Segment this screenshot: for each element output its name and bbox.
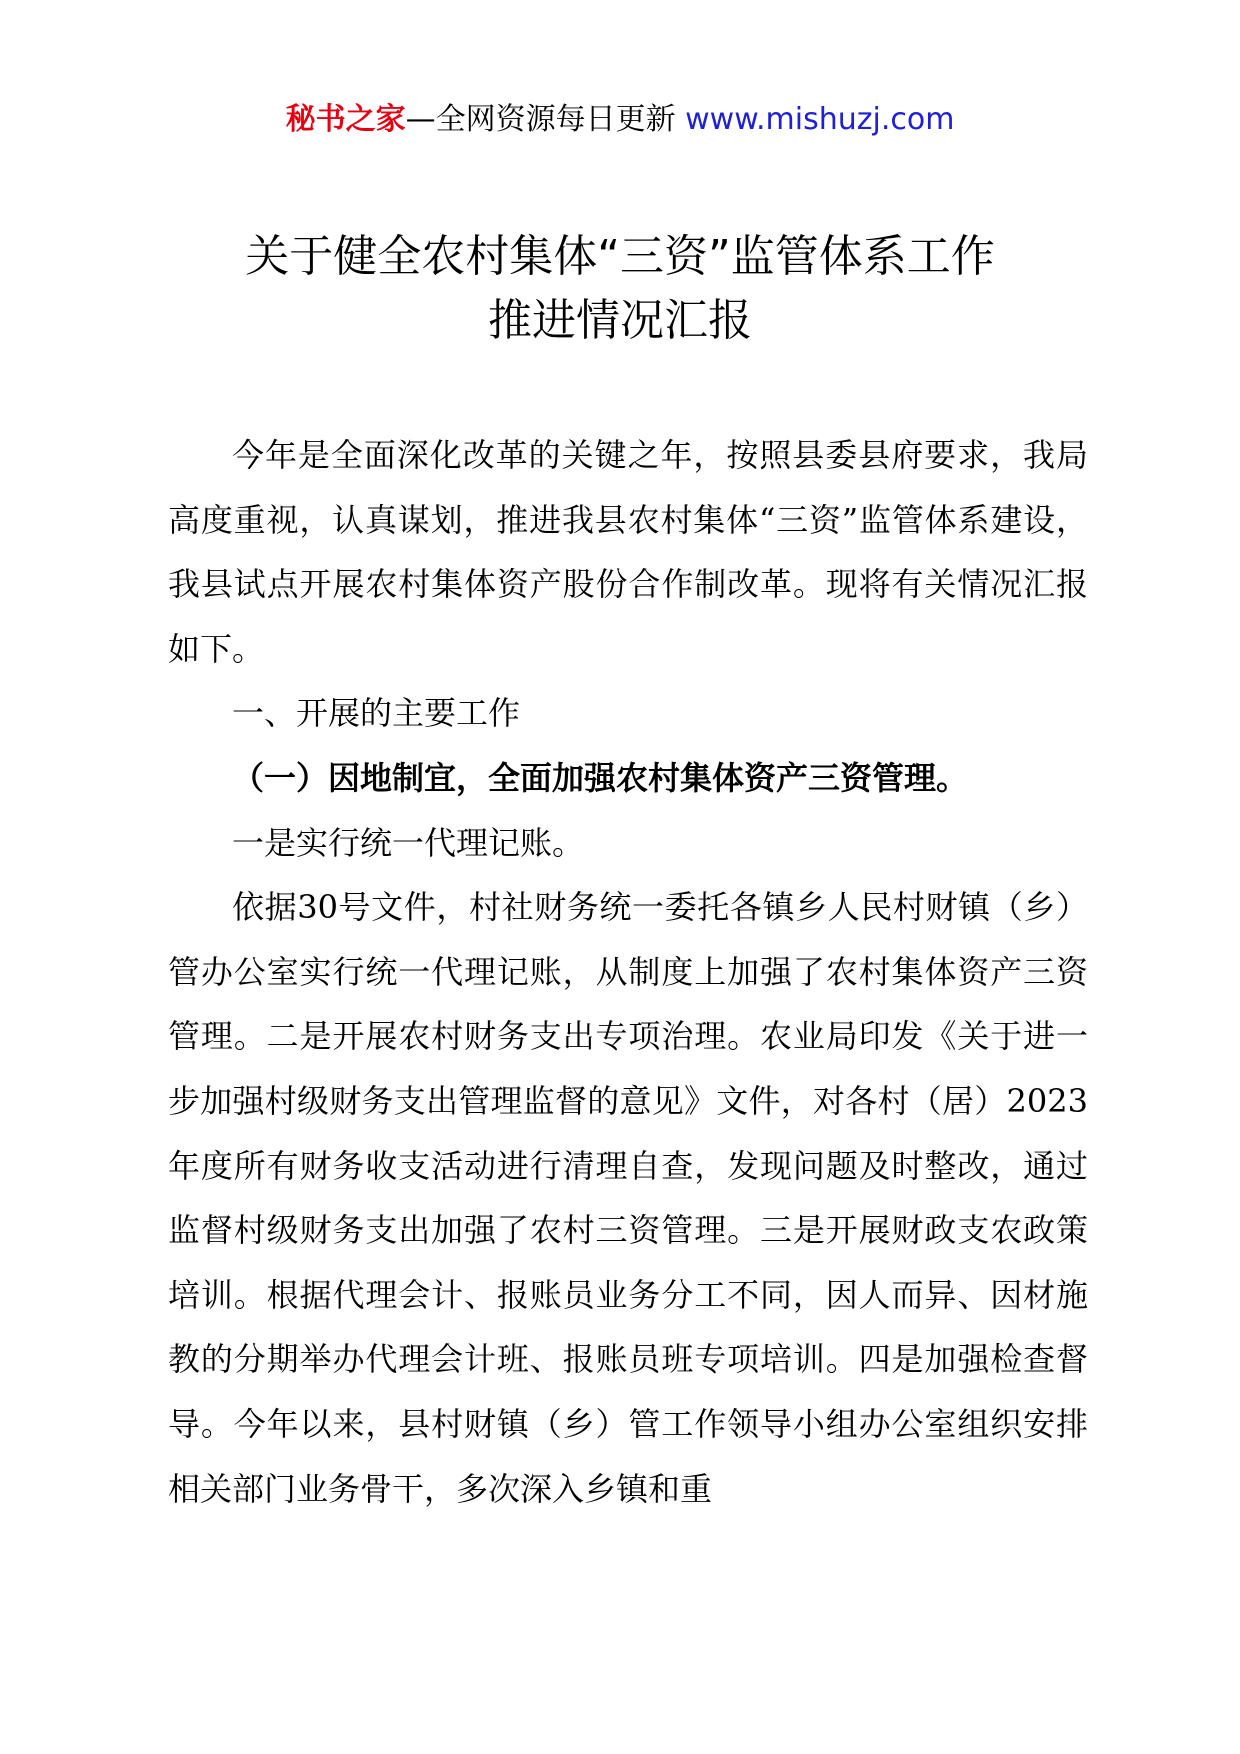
site-url-link[interactable]: www.mishuzj.com	[685, 102, 955, 137]
body-paragraph-1: 依据30号文件，村社财务统一委托各镇乡人民村财镇（乡）管办公室实行统一代理记账，从制度上加强了农村集体资产三资管理。二是开展农村财务支出专项治理。农业局印发《关于进一步加强村级财务支出管理监督的意见》文件，对各村（居）2023年度所有财务收支活动进行清理自查，发现问题及时整改，通过监督村级财务支出加强了农村三资管理。三是开展财政支农政策培训。根据代理会计、报账员业务分工不同，因人而异、因材施教的分期举办代理会计班、报账员班专项培训。四是加强检查督导。今年以来，县村财镇（乡）管工作领导小组办公室组织安排相关部门业务骨干，多次深入乡镇和重	[168, 888, 1088, 1508]
title-line-2: 推进情况汇报	[488, 295, 752, 346]
section-heading-1: 一、开展的主要工作	[232, 694, 521, 733]
title-line-1: 关于健全农村集体“三资”监管体系工作	[245, 231, 995, 282]
document-body	[168, 423, 1088, 1521]
site-tagline: —全网资源每日更新	[405, 102, 686, 137]
document-title	[0, 225, 1240, 353]
subsection-heading-1: （一）因地制宜，全面加强农村集体资产三资管理。	[232, 758, 969, 797]
intro-paragraph: 今年是全面深化改革的关键之年，按照县委县府要求，我局高度重视，认真谋划，推进我县农村集体“三资”监管体系建设，我县试点开展农村集体资产股份合作制改革。现将有关情况汇报如下。	[168, 436, 1088, 668]
site-header	[0, 100, 1240, 140]
site-brand: 秘书之家	[285, 102, 406, 137]
item-heading-1: 一是实行统一代理记账。	[232, 823, 585, 862]
